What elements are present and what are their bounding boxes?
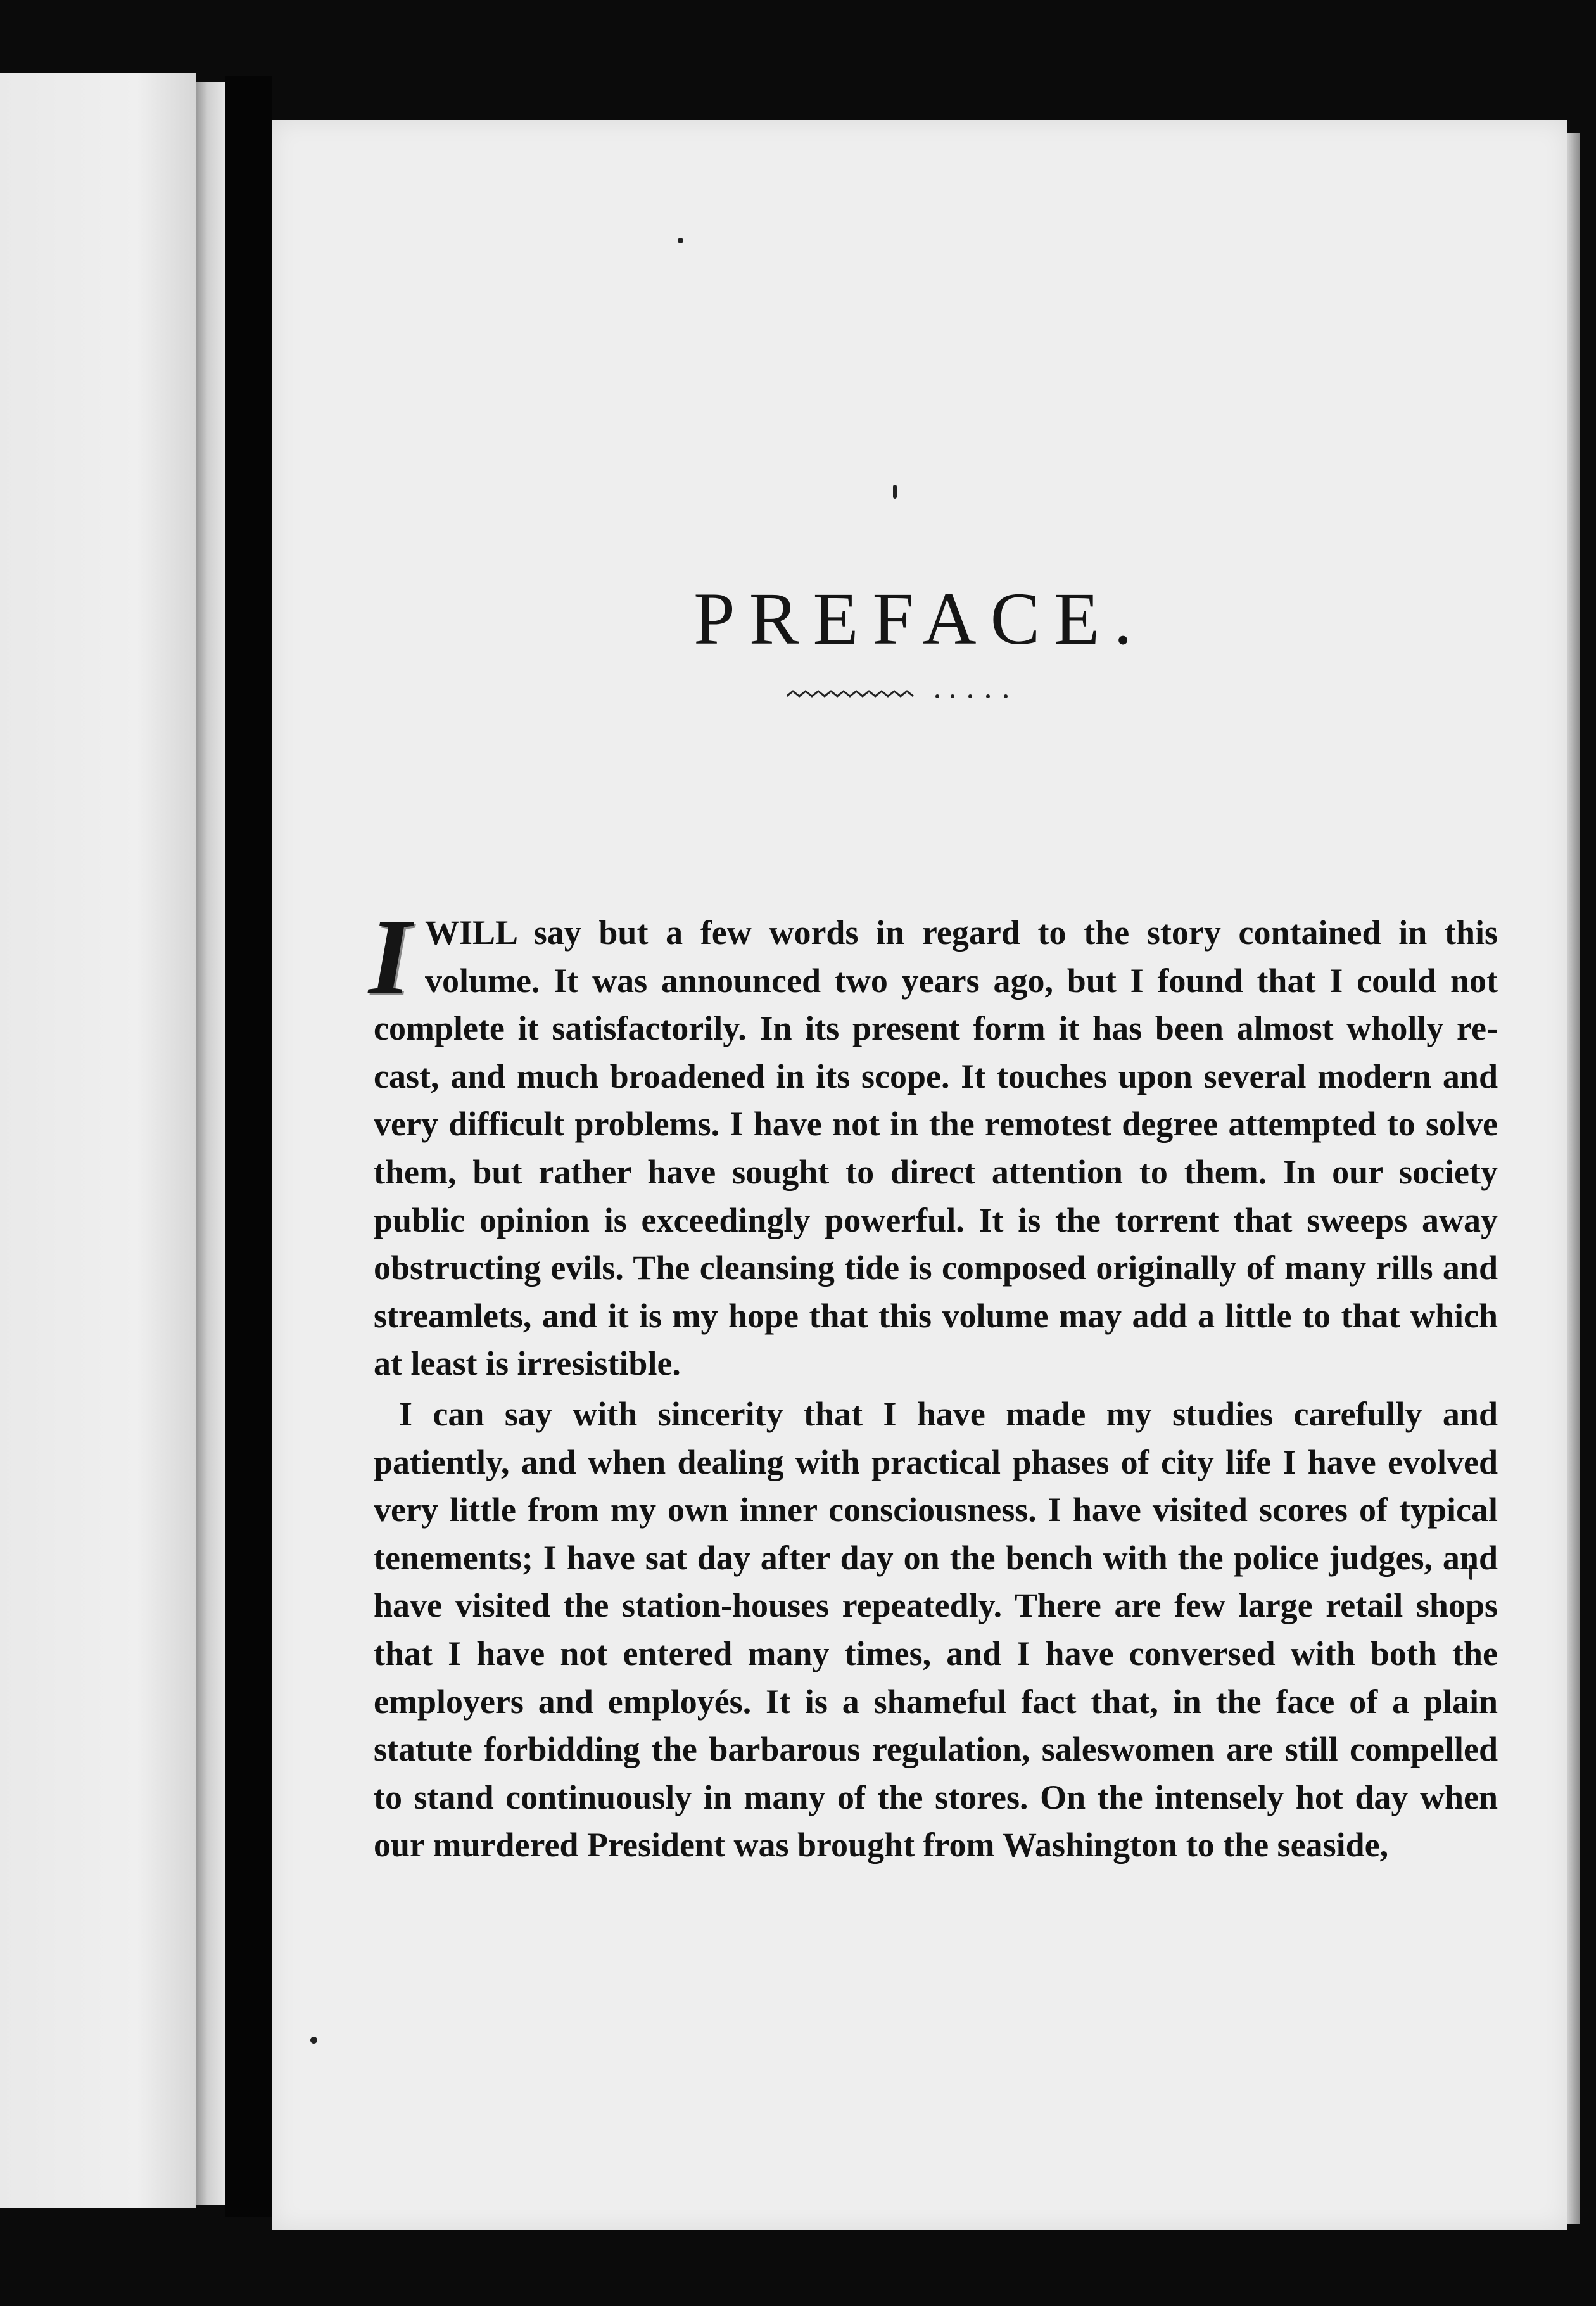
page-title: PREFACE.	[694, 577, 1146, 661]
ornament-divider	[787, 687, 1015, 706]
paragraph: I can say with sincerity that I have made my studies carefully and patiently, and when dealing with practical phases of city life I have evolved very little from my own inner consciousness. I have visited scores of typical tenements; I have sat day after day on the bench with the police judges, and have visited the station-houses repeatedly. There are few large retail shops that I have not entered many times, and I have conversed with both the employers and employés. It is a shameful fact that, in the face of a plain statute forbidding the barbarous regulation, saleswomen are still compelled to stand continuously in many of the stores. On the intensely hot day when our murdered President was brought from Washington to the seaside,	[374, 1394, 1498, 1864]
left-page-edge	[196, 82, 225, 2205]
preface-text	[369, 897, 1498, 1870]
paragraph-text: WILL say but a few words in regard to the story contained in this volume. It was announced two years ago, but I found that I could not complete it satisfactorily. In its present form it has been almost wholly re-cast, and much broadened in its scope. It touches upon several modern and very difficult problems. I have not in the remotest degree attempted to solve them, but rather have sought to direct attention to them. In our society public opinion is exceedingly powerful. It is the torrent that sweeps away obstructing evils. The cleansing tide is composed originally of many rills and streamlets, and it is my hope that this volume may add a little to that which at least is irresistible.	[374, 914, 1498, 1383]
page-speck	[678, 238, 683, 243]
book-page	[272, 120, 1568, 2230]
page-edge	[1568, 133, 1580, 2224]
page-speck	[310, 2037, 317, 2044]
page-speck	[893, 485, 897, 499]
left-page	[0, 73, 196, 2208]
book-gutter	[225, 76, 272, 2217]
paragraph	[369, 897, 1498, 1388]
drop-cap: I	[369, 897, 411, 1017]
